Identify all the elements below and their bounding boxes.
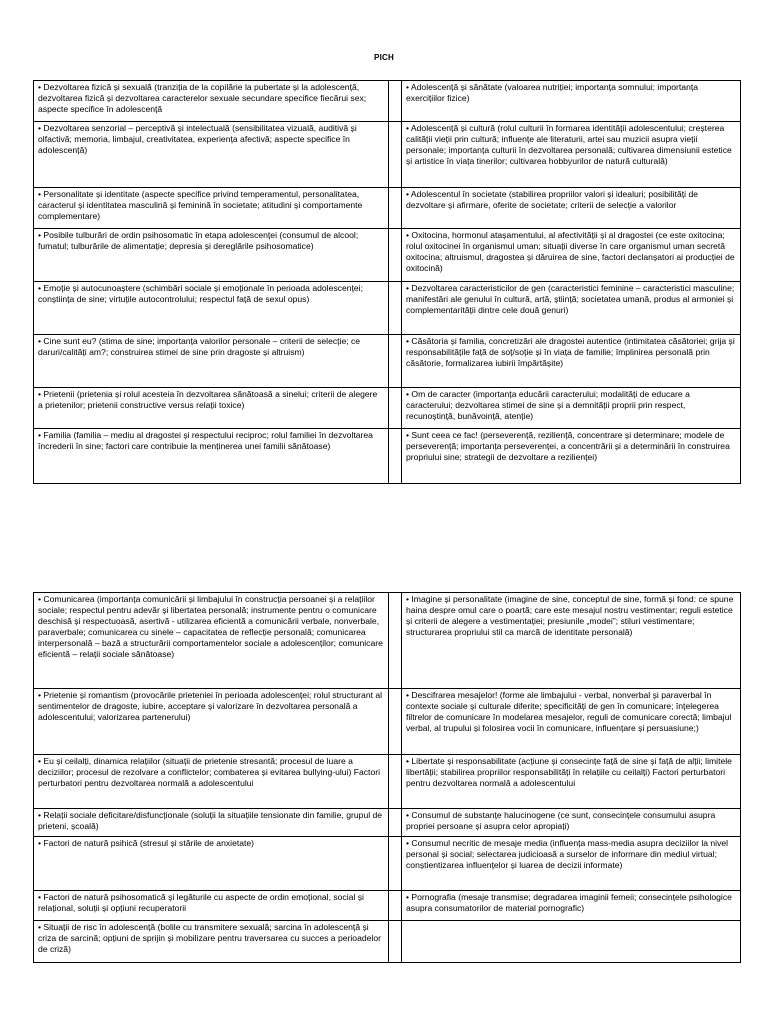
table-cell-right: • Sunt ceea ce fac! (perseverență, reziliență, concentrare și determinare; modele de perseverență; importanța perseverenței, a concentrării și a determinării în construirea propriului sine; strategii de dezvoltare a rezilienței) (402, 429, 741, 484)
table-cell-right: • Adolescență și cultură (rolul culturii în formarea identității adolescentului; creșterea calității vieții prin cultură; influențe ale literaturii, artei sau muzicii asupra vieții personale; importanța culturii în dezvoltarea personală; cultivarea dimensiunii estetice și artistice în viața tinerilor; cultivarea hobbyurilor de natură culturală) (402, 122, 741, 188)
table-cell-gap (389, 388, 402, 429)
table-cell-left: • Familia (familia – mediu al dragostei și respectului reciproc; rolul familiei în dezvoltarea încrederii în sine; factori care contribuie la menținerea unei familii sănătoase) (34, 429, 389, 484)
table-cell-left: • Eu și ceilalți, dinamica relațiilor (situații de prietenie stresantă; procesul de luare a deciziilor; procesul de rezolvare a conflictelor; combaterea și evitarea bullying-ului) Factori perturbatori pentru dezvoltarea normală a adolescentului (34, 755, 389, 809)
table-row (34, 921, 741, 963)
table-row (34, 755, 741, 809)
table-cell-left: • Situații de risc în adolescență (bolile cu transmitere sexuală; sarcina în adolescență și criza de sarcină; opțiuni de sprijin și mobilizare pentru traversarea cu succes a perioadelor de criză) (34, 921, 389, 963)
table-cell-right: • Căsătoria și familia, concretizări ale dragostei autentice (intimitatea căsătoriei; grija și responsabilitățile față de soț/soție și în viața de familie; împlinirea personală prin căsătorie, formalizarea iubirii împărtășite) (402, 335, 741, 388)
table-cell-left: • Personalitate și identitate (aspecte specifice privind temperamentul, personalitatea, caracterul și identitatea masculină și feminină în societate; atitudini și comportamente complementare) (34, 188, 389, 229)
table-cell-gap (389, 921, 402, 963)
table-cell-gap (389, 809, 402, 837)
table-cell-gap (389, 122, 402, 188)
table-cell-right: • Consumul necritic de mesaje media (influența mass-media asupra deciziilor la nivel personal și social; selectarea judicioasă a surselor de informare din mediul virtual; conștientizarea influențelor și luarea de decizii informate) (402, 837, 741, 891)
table-cell-right: • Oxitocina, hormonul atașamentului, al afectivității și al dragostei (ce este oxitocina; rolul oxitocinei în organismul uman; situații diverse în care organismul uman secretă oxitocina; altruismul, dragostea și dăruirea de sine, factori declanșatori ai producției de oxitocină) (402, 229, 741, 282)
table-row (34, 188, 741, 229)
table-cell-gap (389, 229, 402, 282)
table-cell-right: • Libertate și responsabilitate (acțiune și consecințe față de sine și față de alții; limitele libertății; stabilirea propriilor responsabilități în relațiile cu ceilalți) Factori perturbatori pentru dezvoltarea normală a adolescentului (402, 755, 741, 809)
table-cell-right: • Om de caracter (importanța educării caracterului; modalități de educare a caracterului; dezvoltarea stimei de sine și a demnității proprii prin respect, recunoștință, bunăvoință, atenție) (402, 388, 741, 429)
table-cell-left: • Factori de natură psihosomatică și legăturile cu aspecte de ordin emoțional, social și relațional, soluții și opțiuni recuperatorii (34, 891, 389, 921)
table-cell-left: • Posibile tulburări de ordin psihosomatic în etapa adolescenței (consumul de alcool; fumatul; tulburările de alimentație; depresia și dereglările psihosomatice) (34, 229, 389, 282)
table-cell-left: • Dezvoltarea senzorial – perceptivă și intelectuală (sensibilitatea vizuală, auditivă și olfactivă; memoria, limbajul, creativitatea, experiența afectivă; aspecte specifice în adolescență) (34, 122, 389, 188)
table-cell-right: • Descifrarea mesajelor! (forme ale limbajului - verbal, nonverbal și paraverbal în contexte sociale și culturale diferite; specificități de gen în comunicare; înțelegerea filtrelor de comunicare în modelarea mesajelor, reguli de comunicare corectă; limbajul verbal, al trupului și folosirea vocii în comunicare, influențare și persuasiune;) (402, 689, 741, 755)
table-cell-gap (389, 837, 402, 891)
table-row (34, 809, 741, 837)
table-cell-gap (389, 429, 402, 484)
table-cell-gap (389, 282, 402, 335)
table-cell-gap (389, 689, 402, 755)
table-row (34, 837, 741, 891)
table-cell-right (402, 921, 741, 963)
table-cell-right: • Adolescentul în societate (stabilirea propriilor valori și idealuri; posibilități de dezvoltare și afirmare, oferite de societate; criterii de selecție a valorilor (402, 188, 741, 229)
table-row (34, 122, 741, 188)
table-row (34, 689, 741, 755)
table-row (34, 429, 741, 484)
topics-table-1 (33, 80, 741, 484)
table-cell-right: • Imagine și personalitate (imagine de sine, conceptul de sine, formă și fond: ce spune haina despre omul care o poartă; care este mesajul nostru vestimentar; reguli estetice și criterii de alegere a vestimentației; presiunile „modei”; stiluri vestimentare; structurarea propriului stil ca marcă de identitate personală) (402, 593, 741, 689)
table-cell-left: • Factori de natură psihică (stresul și stările de anxietate) (34, 837, 389, 891)
table-cell-left: • Dezvoltarea fizică și sexuală (tranziția de la copilărie la pubertate și la adolescență, dezvoltarea fizică și dezvoltarea caracterelor sexuale secundare specifice fiecărui sex; aspecte specifice în adolescență (34, 81, 389, 122)
page-title: PICH (374, 53, 394, 62)
table-cell-left: • Relații sociale deficitare/disfuncționale (soluții la situațiile tensionate din familie, grupul de prieteni, școală) (34, 809, 389, 837)
table-cell-gap (389, 81, 402, 122)
table-row (34, 388, 741, 429)
table-row (34, 335, 741, 388)
table-cell-left: • Prietenie și romantism (provocările prieteniei în perioada adolescenței; rolul structurant al sentimentelor de dragoste, iubire, acceptare și valorizare în dezvoltarea personală a adolescentului; valorizarea partenerului) (34, 689, 389, 755)
table-cell-right: • Pornografia (mesaje transmise; degradarea imaginii femeii; consecințele psihologice asupra consumatorilor de material pornografic) (402, 891, 741, 921)
table-cell-right: • Consumul de substanțe halucinogene (ce sunt, consecințele consumului asupra propriei persoane și asupra celor apropiați) (402, 809, 741, 837)
table-cell-right: • Adolescență și sănătate (valoarea nutriției; importanța somnului; importanța exercițiilor fizice) (402, 81, 741, 122)
table-cell-left: • Comunicarea (importanța comunicării și limbajului în construcția persoanei și a relațiilor sociale; respectul pentru adevăr și libertatea personală; instrumente pentru o comunicare deschisă și respectuoasă, asertivă - utilizarea eficientă a comunicării verbale, nonverbale, paraverbale; comunicarea cu sinele – capacitatea de reflecție personală; comunicarea interpersonală – bază a structurării comportamentelor sociale a adolescenților; comunicare eficientă – relații sociale sănătoase) (34, 593, 389, 689)
table-row (34, 81, 741, 122)
table-cell-left: • Cine sunt eu? (stima de sine; importanța valorilor personale – criterii de selecție; ce daruri/calități am?; construirea stimei de sine prin dragoste și altruism) (34, 335, 389, 388)
table-row (34, 229, 741, 282)
table-cell-gap (389, 335, 402, 388)
table-cell-gap (389, 755, 402, 809)
table-row (34, 891, 741, 921)
table-cell-gap (389, 593, 402, 689)
table-cell-left: • Prietenii (prietenia și rolul acesteia în dezvoltarea sănătoasă a sinelui; criterii de alegere a prietenilor; prietenii constructive versus relații toxice) (34, 388, 389, 429)
table-row (34, 593, 741, 689)
table-cell-gap (389, 188, 402, 229)
table-cell-gap (389, 891, 402, 921)
topics-table-2 (33, 592, 741, 963)
table-cell-left: • Emoție și autocunoaștere (schimbări sociale și emoționale în perioada adolescenței; conștiința de sine; virtuțile autocontrolului; respectul față de sexul opus) (34, 282, 389, 335)
table-row (34, 282, 741, 335)
table-cell-right: • Dezvoltarea caracteristicilor de gen (caracteristici feminine – caracteristici masculine; manifestări ale genului în cultură, artă, știință; societatea umană, produs al armoniei și complementarității dintre cele două genuri) (402, 282, 741, 335)
